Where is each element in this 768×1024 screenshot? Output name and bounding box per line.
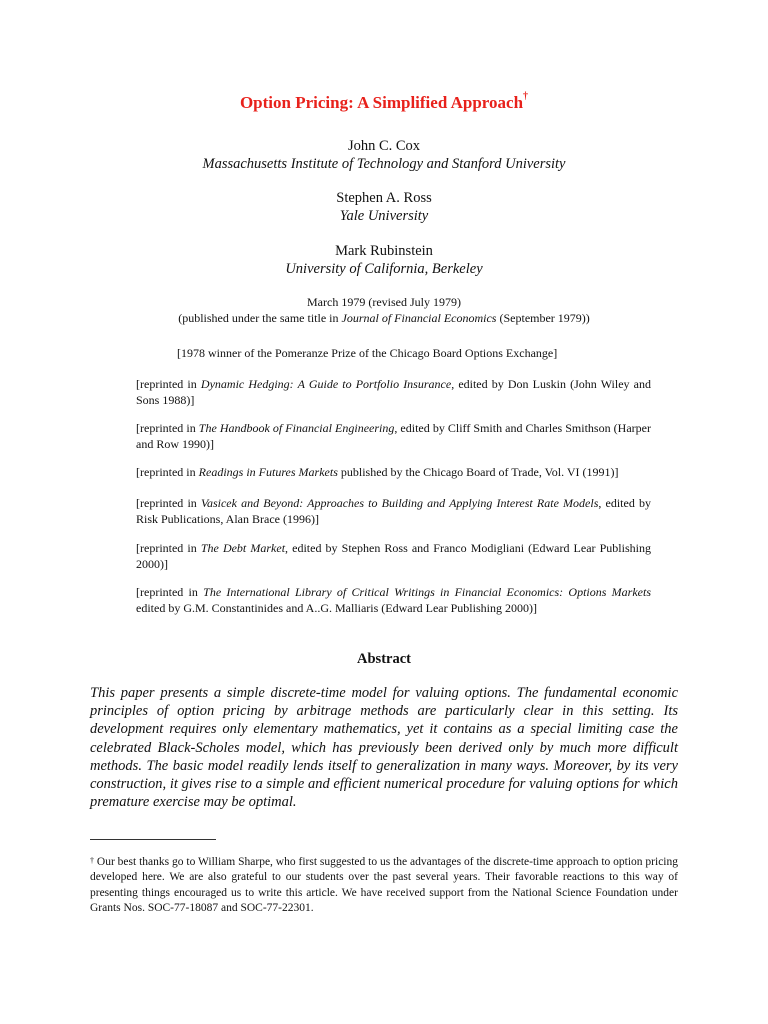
publication-line: (published under the same title in Journal of Financial Economics (September 1979)) <box>178 311 590 325</box>
reprint-note: [reprinted in Dynamic Hedging: A Guide to Portfolio Insurance, edited by Don Luskin (John Wiley and Sons 1988)] <box>136 377 651 407</box>
abstract-heading: Abstract <box>357 651 411 667</box>
publication-info <box>0 294 768 326</box>
reprint-book-title: Dynamic Hedging: A Guide to Portfolio Insurance <box>200 377 452 391</box>
abstract-text: This paper presents a simple discrete-time model for valuing options. The fundamental economic principles of option pricing by arbitrage methods are particularly clear in this setting. Its development requires only elementary mathematics, yet it contains as a special limiting case the celebrated Black-Scholes model, which has previously been derived only by much more difficult methods. The basic model readily lends itself to generalization in many ways. Moreover, by its very construction, it gives rise to a simple and efficient numerical procedure for valuing options for which premature exercise may be optimal. <box>90 685 678 811</box>
reprint-note: [reprinted in The Handbook of Financial Engineering, edited by Cliff Smith and Charles Smithson (Harper and Row 1990)] <box>136 421 651 451</box>
date-line: March 1979 (revised July 1979) <box>307 295 461 309</box>
reprint-book-title: The Debt Market <box>200 541 286 555</box>
author-name: Mark Rubinstein <box>335 243 433 259</box>
reprint-note: [reprinted in Readings in Futures Markets published by the Chicago Board of Trade, Vol. VI (1991)] <box>136 465 619 479</box>
title-text: Option Pricing: A Simplified Approach <box>239 93 524 112</box>
author-block <box>0 242 768 278</box>
footnote-rule <box>90 839 216 840</box>
reprint-note: [reprinted in The Debt Market, edited by Stephen Ross and Franco Modigliani (Edward Lear Publishing 2000)] <box>136 541 651 571</box>
author-affiliation: Massachusetts Institute of Technology and Stanford University <box>202 156 566 172</box>
reprint-book-title: The Handbook of Financial Engineering <box>198 421 395 435</box>
reprint-note: [reprinted in Vasicek and Beyond: Approaches to Building and Applying Interest Rate Models, edited by Risk Publications, Alan Brace (1996)] <box>136 496 651 526</box>
author-affiliation: University of California, Berkeley <box>285 261 483 277</box>
footnote <box>90 855 678 916</box>
author-name: John C. Cox <box>347 138 421 154</box>
reprint-book-title: Readings in Futures Markets <box>198 465 338 479</box>
title-footnote-mark: † <box>523 91 529 102</box>
footnote-text: Our best thanks go to William Sharpe, who first suggested to us the advantages of the discrete-time approach to option pricing developed here. We are also grateful to our students over the past several years. Their favorable reactions to this way of presenting things encouraged us to write this article. We have received support from the National Science Foundation under Grants Nos. SOC-77-18087 and SOC-77-22301. <box>90 856 679 914</box>
author-block <box>0 189 768 225</box>
reprint-book-title: Vasicek and Beyond: Approaches to Building and Applying Interest Rate Models <box>200 496 599 510</box>
paper-title <box>0 93 768 113</box>
author-block <box>0 137 768 173</box>
author-affiliation: Yale University <box>339 208 429 224</box>
reprint-note: [reprinted in The International Library of Critical Writings in Financial Economics: Options Markets edited by G.M. Constantinides and A..G. Malliaris (Edward Lear Publishing 2000)] <box>136 585 651 615</box>
author-name: Stephen A. Ross <box>336 190 432 206</box>
journal-name: Journal of Financial Economics <box>341 311 497 325</box>
prize-note: [1978 winner of the Pomeranze Prize of the Chicago Board Options Exchange] <box>177 346 558 360</box>
footnote-mark: † <box>90 856 95 865</box>
reprint-book-title: The International Library of Critical Writings in Financial Economics: Options Markets <box>203 585 651 599</box>
